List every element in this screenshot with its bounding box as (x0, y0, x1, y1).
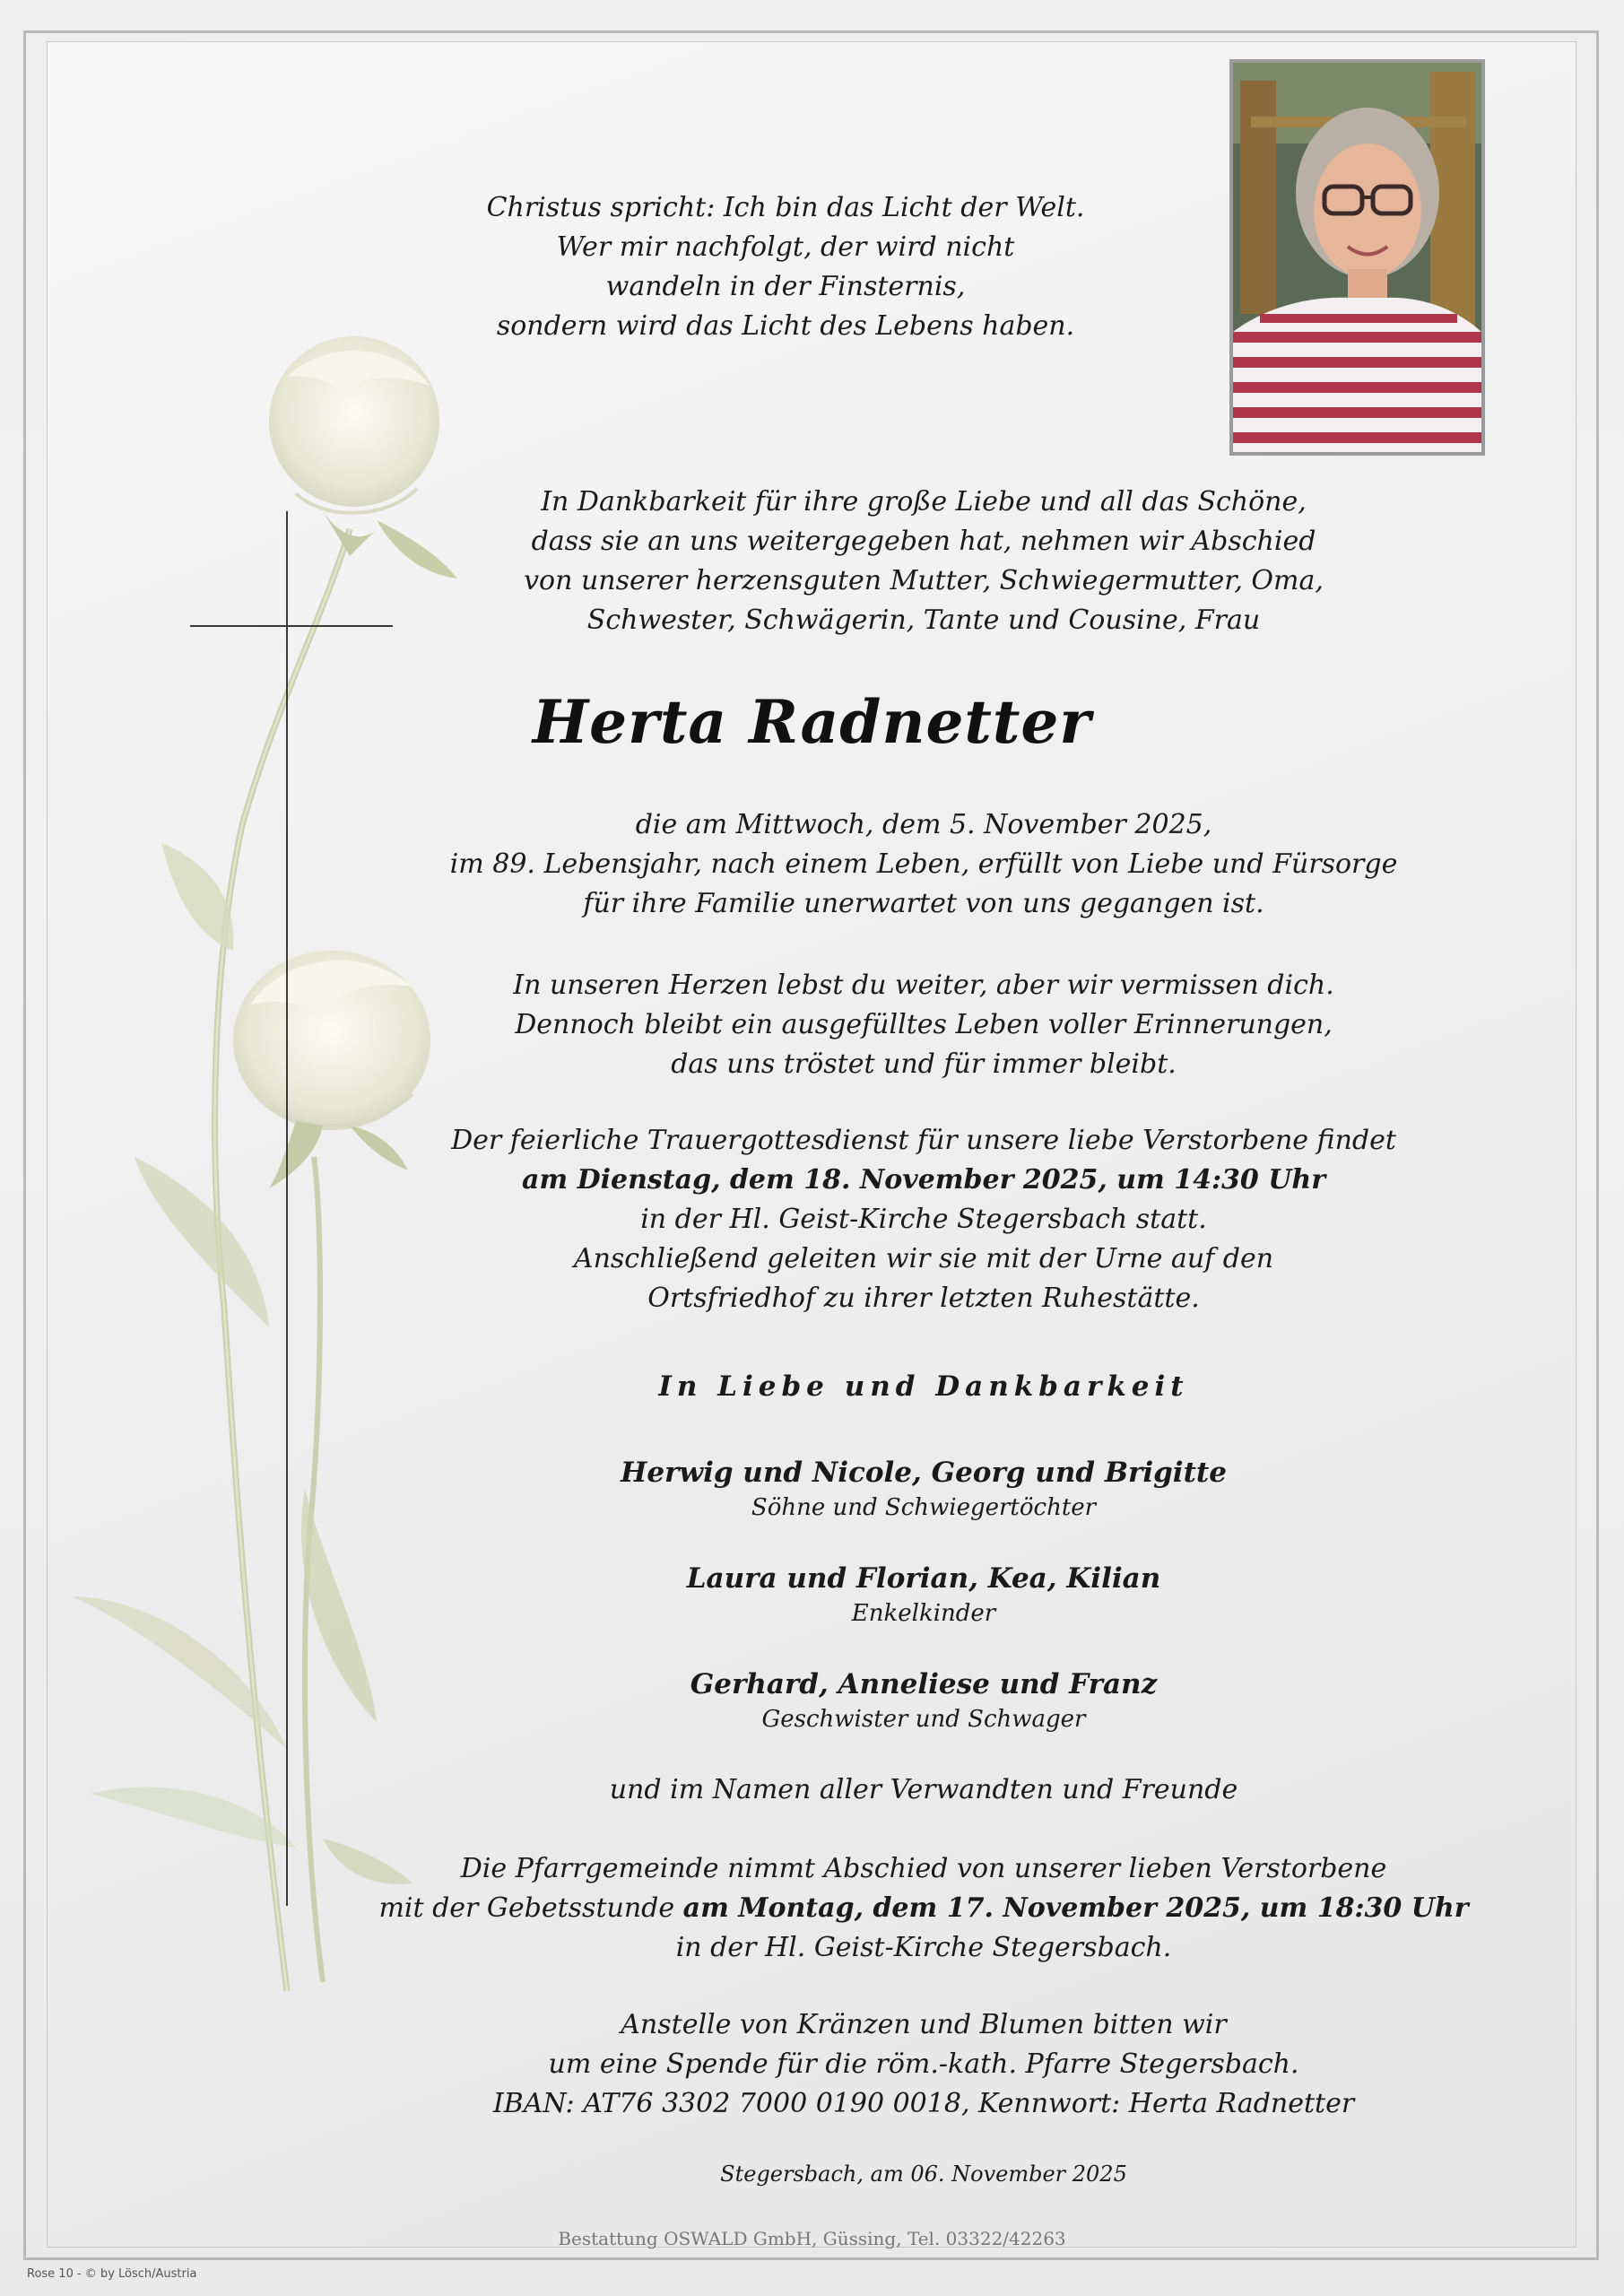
intro-line: dass sie an uns weitergegeben hat, nehmen wir Abschied (531, 526, 1316, 557)
remembrance-paragraph (296, 966, 1551, 1084)
relatives-line: und im Namen aller Verwandten und Freunde (609, 1774, 1238, 1805)
family-relation: Söhne und Schwiegertöchter (751, 1494, 1097, 1521)
prayer-line: Die Pfarrgemeinde nimmt Abschied von unserer lieben Verstorbene (460, 1853, 1387, 1884)
intro-line: In Dankbarkeit für ihre große Liebe und all das Schöne, (541, 486, 1307, 517)
closing-heading: In Liebe und Dankbarkeit (658, 1370, 1189, 1403)
family-relation: Geschwister und Schwager (761, 1706, 1086, 1733)
family-group (296, 1559, 1551, 1629)
donation-info (296, 2005, 1551, 2124)
portrait-photo (1229, 59, 1485, 456)
notice-line: für ihre Familie unerwartet von uns gegangen ist. (583, 888, 1264, 919)
prayer-info (206, 1849, 1624, 1968)
funeral-home-footer: Bestattung OSWALD GmbH, Güssing, Tel. 03322/42263 (558, 2228, 1066, 2249)
prayer-date: am Montag, dem 17. November 2025, um 18:30 Uhr (682, 1892, 1469, 1924)
prayer-line: in der Hl. Geist-Kirche Stegersbach. (675, 1932, 1172, 1963)
service-line: Anschließend geleiten wir sie mit der Urne auf den (573, 1243, 1274, 1274)
service-line: Der feierliche Trauergottesdienst für unsere liebe Verstorbene findet (451, 1125, 1396, 1156)
service-line: in der Hl. Geist-Kirche Stegersbach statt. (640, 1204, 1207, 1235)
remembrance-line: Dennoch bleibt ein ausgefülltes Leben voller Erinnerungen, (515, 1009, 1333, 1040)
deceased-name: Herta Radnetter (532, 687, 1092, 757)
death-notice (296, 805, 1551, 924)
service-info (296, 1121, 1551, 1318)
remembrance-line: In unseren Herzen lebst du weiter, aber wir vermissen dich. (513, 970, 1334, 1001)
service-date: am Dienstag, dem 18. November 2025, um 14:30 Uhr (521, 1164, 1326, 1196)
donation-line: Anstelle von Kränzen und Blumen bitten wir (621, 2009, 1227, 2040)
family-group (296, 1453, 1551, 1523)
prayer-line-2 (206, 1889, 1624, 1928)
prayer-prefix: mit der Gebetsstunde (378, 1892, 683, 1924)
intro-paragraph (296, 483, 1551, 640)
image-credit: Rose 10 - © by Lösch/Austria (27, 2267, 197, 2281)
family-names: Gerhard, Anneliese und Franz (690, 1668, 1158, 1700)
verse-line: Christus spricht: Ich bin das Licht der Welt. (486, 192, 1085, 223)
remembrance-line: das uns tröstet und für immer bleibt. (671, 1048, 1177, 1080)
notice-line: im 89. Lebensjahr, nach einem Leben, erfüllt von Liebe und Fürsorge (449, 848, 1398, 880)
donation-line: um eine Spende für die röm.-kath. Pfarre Stegersbach. (548, 2048, 1299, 2080)
family-names: Herwig und Nicole, Georg und Brigitte (621, 1457, 1227, 1489)
verse-line: wandeln in der Finsternis, (605, 271, 966, 302)
bible-verse (400, 188, 1171, 346)
portrait-image (1233, 63, 1481, 452)
family-names: Laura und Florian, Kea, Kilian (686, 1562, 1161, 1595)
verse-line: Wer mir nachfolgt, der wird nicht (556, 231, 1015, 263)
intro-line: Schwester, Schwägerin, Tante und Cousine, Frau (586, 604, 1261, 636)
place-date: Stegersbach, am 06. November 2025 (720, 2161, 1127, 2187)
family-relation: Enkelkinder (851, 1600, 996, 1627)
service-line: Ortsfriedhof zu ihrer letzten Ruhestätte. (647, 1283, 1200, 1314)
verse-line: sondern wird das Licht des Lebens haben. (496, 310, 1075, 342)
notice-line: die am Mittwoch, dem 5. November 2025, (635, 809, 1212, 840)
donation-iban: IBAN: AT76 3302 7000 0190 0018, Kennwort: Herta Radnetter (492, 2088, 1355, 2119)
family-group (296, 1665, 1551, 1735)
intro-line: von unserer herzensguten Mutter, Schwiegermutter, Oma, (524, 565, 1324, 596)
